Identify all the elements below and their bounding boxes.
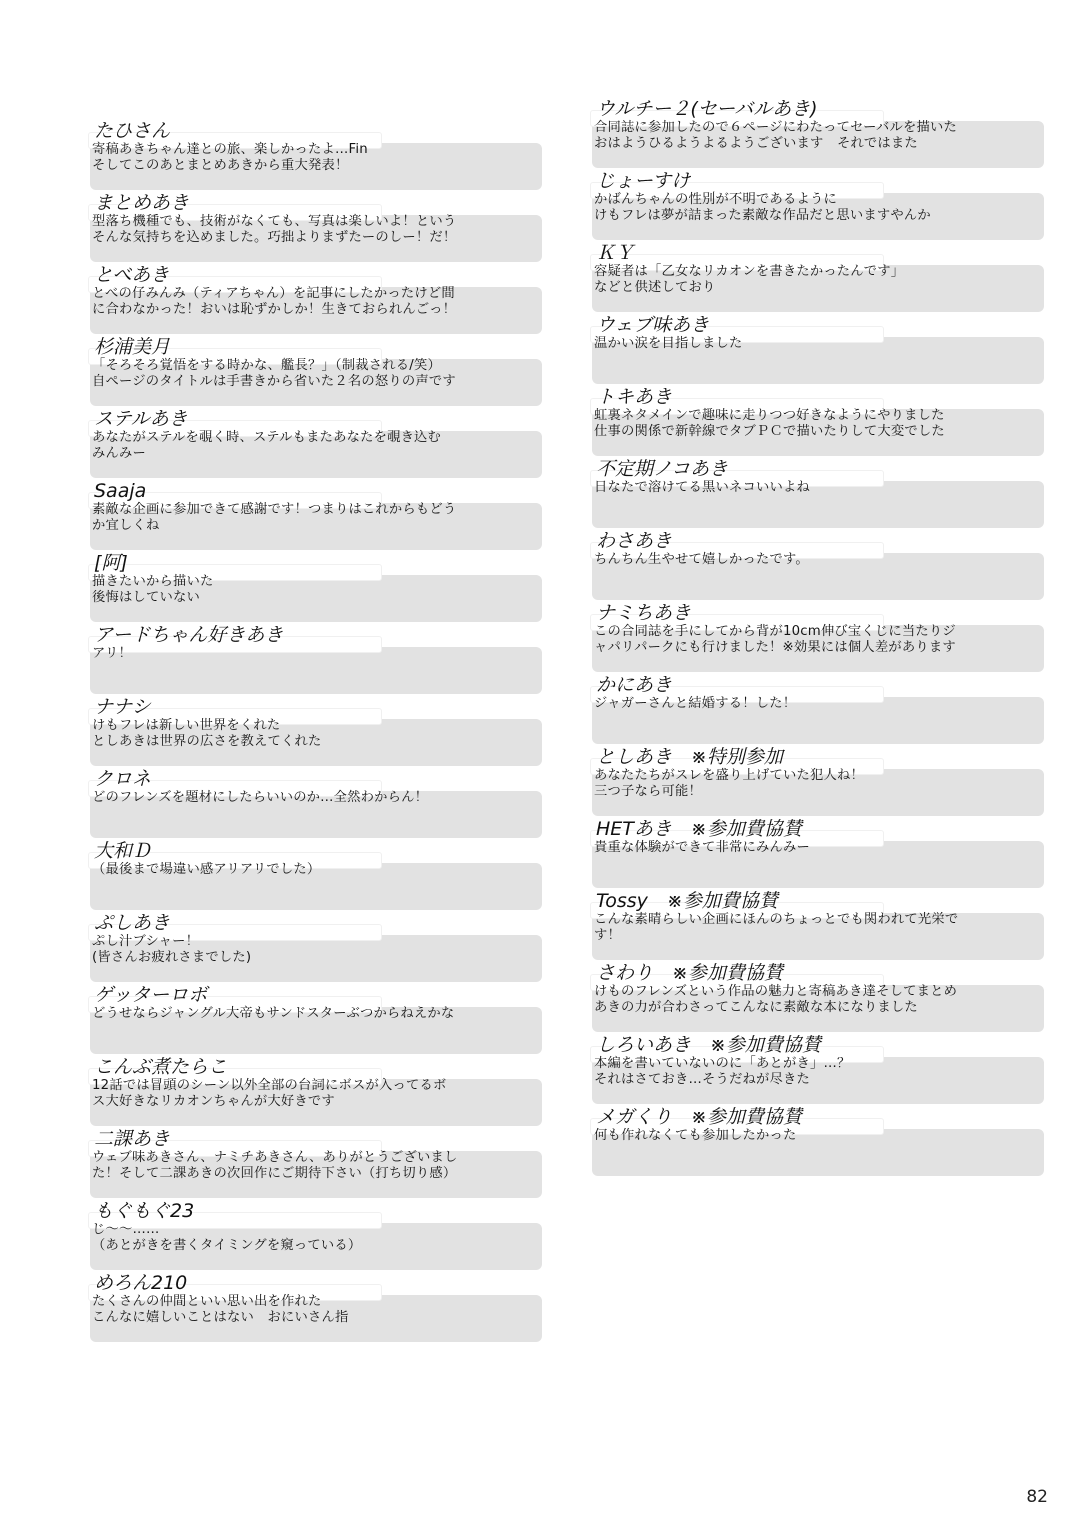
comment-text: 型落ち機種でも、技術がなくても、写真は楽しいよ！という そんな気持ちを込めました。巧拙よりまずたーのしー！だ！ [92,214,457,245]
author-name: わさあき [596,530,673,552]
author-name: とべあき [94,264,170,286]
author-name: もぐもぐ23 [94,1200,195,1222]
author-name: HETあき ※参加費協賛 [596,818,802,840]
comment-text: 寄稿あきちゃん達との旅、楽しかったよ…Fin そしてこのあとまとめあきから重大発表！ [92,142,368,173]
comment-text: たくさんの仲間といい思い出を作れた こんなに嬉しいことはない おにいさん指 [92,1294,349,1325]
comment-entry [88,624,543,696]
author-name: 二課あき [94,1128,171,1150]
comment-entry [88,552,543,624]
comment-entry [88,480,543,552]
comment-text: じ～～…… （あとがきを書くタイミングを窺っている） [92,1222,362,1253]
comment-text: あなたたちがスレを盛り上げていた犯人ね！ 三つ子なら可能！ [594,768,864,799]
comment-entry [590,602,1045,674]
author-name: ステルあき [94,408,188,430]
comment-text: どうせならジャングル大帝もサンドスターぶつからねえかな [92,1006,455,1021]
author-name: かにあき [596,674,673,696]
author-name: しろいあき ※参加費協賛 [596,1034,821,1056]
comment-entry [88,912,543,984]
author-name: ウェブ味あき [596,314,710,336]
comment-entry [88,1056,543,1128]
comment-text: こんな素晴らしい企画にほんのちょっとでも関われて光栄で す！ [594,912,959,943]
author-name: 大和Ｄ [94,840,152,862]
author-name: めろん210 [94,1272,188,1294]
comment-text: 温かい涙を目指しました [594,336,743,351]
comment-text: かばんちゃんの性別が不明であるように けもフレは夢が詰まった素敵な作品だと思いますやんか [594,192,931,223]
comment-text: ウェブ味あきさん、ナミチあきさん、ありがとうございまし た！そして二課あきの次回作にご期待下さい（打ち切り感） [92,1150,458,1181]
comment-text: 「そろそろ覚悟をする時かな、艦長？」（制裁される/笑） 自ページのタイトルは手書きから省いた２名の怒りの声です [92,358,456,389]
author-name: 杉浦美月 [94,336,171,358]
comment-entry [88,1128,543,1200]
author-name: ぷしあき [94,912,171,934]
comment-text: 素敵な企画に参加できて感謝です！つまりはこれからもどう か宜しくね [92,502,457,533]
comment-entry [88,336,543,408]
comment-entry [590,170,1045,242]
comment-entry [88,264,543,336]
author-name: [阿] [94,552,128,574]
author-name: アードちゃん好きあき [94,624,284,646]
comment-text: アリ！ [92,646,132,661]
author-name: ナナシ [94,696,151,718]
comment-entry [590,98,1045,170]
author-name: たひさん [94,120,171,142]
comment-text: とべの仔みんみ（ティアちゃん）を記事にしたかったけど間 に合わなかった！おいは恥ずかしか！生きておられんごっ！ [92,286,457,317]
comment-text: どのフレンズを題材にしたらいいのか…全然わからん！ [92,790,429,805]
comment-text: けものフレンズという作品の魅力と寄稿あき達そしてまとめ あきの力が合わさってこんなに素敵な本になりました [594,984,958,1015]
author-name: メガくり ※参加費協賛 [596,1106,802,1128]
author-name: Saaja [94,480,147,502]
author-name: まとめあき [94,192,190,214]
author-name: ＫＹ [596,242,635,264]
comment-entry [88,1200,543,1272]
comment-text: 何も作れなくても参加したかった [594,1128,797,1143]
author-name: ゲッターロボ [94,984,208,1006]
comment-entry [88,120,543,192]
comment-text: ジャガーさんと結婚する！した！ [594,696,797,711]
comment-text: あなたがステルを覗く時、ステルもまたあなたを覗き込む みんみー [92,430,442,461]
comment-entry [590,242,1045,314]
comment-entry [88,840,543,912]
comment-entry [88,1272,543,1344]
comment-text: ちんちん生やせて嬉しかったです。 [594,552,809,567]
author-name: こんぶ煮たらこ [94,1056,228,1078]
comment-entry [88,192,543,264]
comment-entry [590,314,1045,386]
comment-entry [88,768,543,840]
comment-entry [590,530,1045,602]
comment-text: 日なたで溶けてる黒いネコいいよね [594,480,810,495]
comment-entry [590,458,1045,530]
comment-entry [590,890,1045,962]
comment-text: 本編を書いていないのに「あとがき」…？ それはさておき…そうだねが尽きた [594,1056,851,1087]
author-name: クロネ [94,768,152,790]
author-name: トキあき [596,386,673,408]
comment-entry [590,746,1045,818]
comment-entry [590,1034,1045,1106]
author-name: 不定期ノコあき [596,458,729,480]
author-name: ナミちあき [596,602,692,624]
comment-text: 合同誌に参加したので６ページにわたってセーバルを描いた おはようひるようよるようございます それではまた [594,120,957,151]
comment-entry [590,674,1045,746]
comment-text: 描きたいから描いた 後悔はしていない [92,574,214,605]
comment-text: 虹裏ネタメインで趣味に走りつつ好きなようにやりました 仕事の関係で新幹線でタブＰＣで描いたりして大変でした [594,408,945,439]
author-name: Tossy ※参加費協賛 [596,890,778,912]
comment-entry [590,1106,1045,1178]
author-name: じょーすけ [596,170,691,192]
comment-text: 貴重な体験ができて非常にみんみー [594,840,810,855]
comment-text: けもフレは新しい世界をくれた としあきは世界の広さを教えてくれた [92,718,322,749]
comment-entry [88,408,543,480]
comment-entry [88,696,543,768]
author-name: さわり ※参加費協賛 [596,962,783,984]
comment-text: 12話では冒頭のシーン以外全部の台詞にボスが入ってるボ ス大好きなリカオンちゃんが大好きです [92,1078,447,1109]
comment-entry [88,984,543,1056]
comment-entry [590,386,1045,458]
author-name: としあき ※特別参加 [596,746,783,768]
comment-entry [590,962,1045,1034]
comment-text: （最後まで場違い感アリアリでした） [92,862,321,877]
page-number: 82 [1026,1487,1048,1507]
comment-text: 容疑者は「乙女なリカオンを書きたかったんです」 などと供述しており [594,264,905,295]
comment-text: この合同誌を手にしてから背が10cm伸び宝くじに当たりジ ャパリパークにも行けました！※効果には個人差があります [594,624,956,655]
comment-entry [590,818,1045,890]
author-name: ウルチー２(セーバルあき) [596,98,818,120]
comment-text: ぷし汁ブシャー！ (皆さんお疲れさまでした) [92,934,252,965]
